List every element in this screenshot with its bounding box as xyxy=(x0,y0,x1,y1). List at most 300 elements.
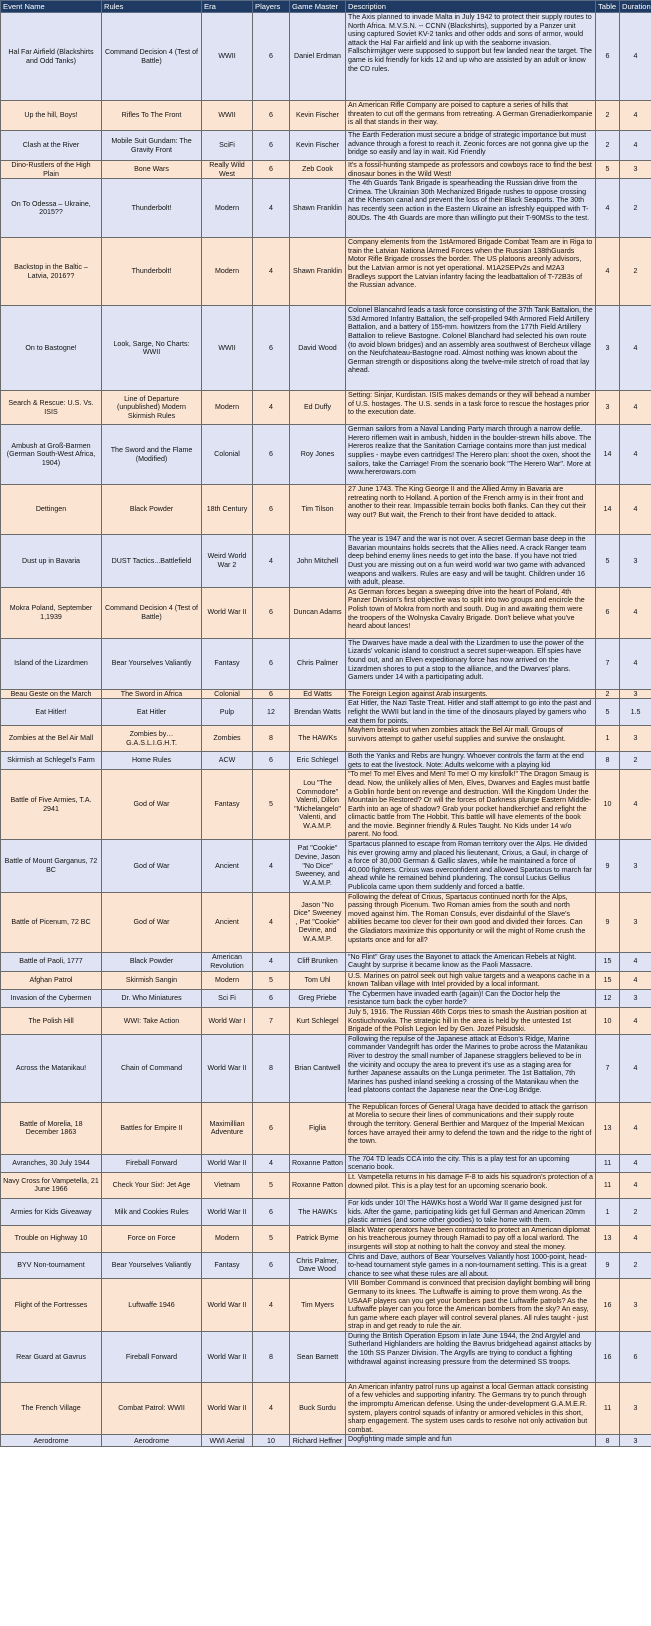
players-cell: 4 xyxy=(253,840,290,893)
table-row xyxy=(1,1225,651,1252)
description-cell: Dogfighting made simple and fun xyxy=(346,1435,596,1447)
table-number-cell: 3 xyxy=(596,306,620,391)
description-cell: An American Rifle Company are poised to capture a series of hills that threaten to cut off the germans from retreating. A German Grenadierkompanie is all that stands in their way. xyxy=(346,101,596,131)
description-cell: Chris and Dave, authors of Bear Yourselves Valiantly host 1000-point, head-to-head tournament style games in a non-tournament setting. This is a great chance to see what these rules are all about. xyxy=(346,1252,596,1279)
era-cell: Sci Fi xyxy=(202,989,253,1007)
col-header-gm: Game Master xyxy=(290,1,346,13)
rules-cell: DUST Tactics...Battlefield xyxy=(102,535,202,588)
rules-cell: Skirmish Sangin xyxy=(102,971,202,989)
table-row xyxy=(1,1382,651,1435)
players-cell: 4 xyxy=(253,952,290,971)
description-cell: German sailors from a Naval Landing Party march through a narrow defile. Herero riflemen wait in ambush, hidden in the boulder-strewn hills above. The Hereros realize that the Sanitation Carriage contains more than just medical supplies - maybe even cartridges! The Herero plan: shoot the oxen, shoot the sailors, take the Carriage! From the scenario book "The Herero War". More at www.hererowars.com xyxy=(346,425,596,485)
duration-cell: 2 xyxy=(620,179,651,238)
era-cell: 18th Century xyxy=(202,485,253,535)
table-number-cell: 3 xyxy=(596,391,620,425)
rules-cell: Milk and Cookies Rules xyxy=(102,1198,202,1225)
duration-cell: 4 xyxy=(620,1102,651,1154)
description-cell: The Republican forces of General Uraga have decided to attack the garrison at Morelia to secure their lines of communications and their supply route through the territory. General Berthier and Marquez of the Imperial Mexican forces have arrayed their army to defend the town and the ridge to the right of the town. xyxy=(346,1102,596,1154)
description-cell: During the British Operation Epsom in late June 1944, the 2nd Argylel and Sutherland Highlanders are holding the Bavrus bridgehead against attacks by the 10th SS Panzer Division. The Argylls are trying to conduct a fighting withdrawal against increasing pressure from the determined SS troops. xyxy=(346,1331,596,1382)
table-number-cell: 16 xyxy=(596,1331,620,1382)
description-cell: "To me! To me! Elves and Men! To me! O my kinsfolk!" The Dragon Smaug is dead. Now, the unlikely allies of Men, Elves, Dwarves and Eagles must battle a Goblin horde bent on revenge and destruction. Will the Kingdom Under the Mountain be Restored? Or will the forces of Darkness plunge Eastern Middle-Earth into an age of shadow? Grab your pocket handkerchief and refight the climactic battle from The Hobbit. This battle will have elements of the book and the movie. Beginner friendly & Rules Taught. No Kids under 14 w/o parent. No food. xyxy=(346,770,596,840)
era-cell: Maximillian Adventure xyxy=(202,1102,253,1154)
table-row xyxy=(1,1034,651,1102)
rules-cell: Home Rules xyxy=(102,752,202,770)
era-cell: World War II xyxy=(202,1382,253,1435)
players-cell: 6 xyxy=(253,161,290,179)
description-cell: As German forces began a sweeping drive into the heart of Poland, 4th Panzer Division's first objective was to split into two groups and encircle the Polish town of Mokra from north and south. Dug in and awaiting them were the troopers of the Wolnyska Cavalry Brigade. Don't believe what you've heard about lances! xyxy=(346,587,596,638)
table-number-cell: 11 xyxy=(596,1172,620,1198)
description-cell: The Cybermen have invaded earth (again)! Can the Doctor help the resistance turn back the cyber horde? xyxy=(346,989,596,1007)
era-cell: American Revolution xyxy=(202,952,253,971)
rules-cell: The Sword in Africa xyxy=(102,689,202,699)
table-number-cell: 13 xyxy=(596,1102,620,1154)
era-cell: Modern xyxy=(202,1225,253,1252)
game-master-cell: Pat "Cookie" Devine, Jason "No Dice" Sweeney, and W.A.M.P. xyxy=(290,840,346,893)
era-cell: Fantasy xyxy=(202,638,253,689)
table-number-cell: 6 xyxy=(596,587,620,638)
era-cell: Ancient xyxy=(202,892,253,952)
duration-cell: 4 xyxy=(620,391,651,425)
duration-cell: 2 xyxy=(620,752,651,770)
table-number-cell: 9 xyxy=(596,1252,620,1279)
players-cell: 10 xyxy=(253,1435,290,1447)
game-master-cell: Kevin Fischer xyxy=(290,101,346,131)
duration-cell: 4 xyxy=(620,306,651,391)
era-cell: Vietnam xyxy=(202,1172,253,1198)
duration-cell: 4 xyxy=(620,1172,651,1198)
duration-cell: 4 xyxy=(620,1225,651,1252)
event-name-cell: Across the Matanikau! xyxy=(1,1034,102,1102)
table-number-cell: 1 xyxy=(596,726,620,752)
event-name-cell: Battle of Five Armies, T.A. 2941 xyxy=(1,770,102,840)
event-name-cell: Navy Cross for Vampetella, 21 June 1966 xyxy=(1,1172,102,1198)
duration-cell: 4 xyxy=(620,101,651,131)
table-number-cell: 7 xyxy=(596,638,620,689)
description-cell: VIII Bomber Command is convinced that precision daylight bombing will bring Germany to its knees. The Luftwaffe is aiming to prove them wrong. As the USAAF players can you get your bombers past the Luftwaffe patrols? As the Luftwaffe player can you force the American bombers from the sky? An easy, fun game where each player will control several planes. All rules taught - just strap in and get ready to rule the air. xyxy=(346,1279,596,1332)
players-cell: 6 xyxy=(253,689,290,699)
rules-cell: Bone Wars xyxy=(102,161,202,179)
table-number-cell: 8 xyxy=(596,752,620,770)
rules-cell: God of War xyxy=(102,770,202,840)
game-master-cell: Ed Duffy xyxy=(290,391,346,425)
game-master-cell: Jason "No Dice" Sweeney , Pat "Cookie" Devine, and W.A.M.P. xyxy=(290,892,346,952)
game-master-cell: Kurt Schlegel xyxy=(290,1008,346,1035)
rules-cell: Zombies by… G.A.S.L.I.G.H.T. xyxy=(102,726,202,752)
description-cell: "No Flint" Gray uses the Bayonet to attack the American Rebels at Night. Caught by surprise it became know as the Paoli Massacre. xyxy=(346,952,596,971)
game-master-cell: Lou "The Commodore" Valenti, Dillon "Michelangelo" Valenti, and W.A.M.P. xyxy=(290,770,346,840)
rules-cell: Aerodrome xyxy=(102,1435,202,1447)
event-name-cell: Dino-Rustlers of the High Plain xyxy=(1,161,102,179)
game-master-cell: Chris Palmer xyxy=(290,638,346,689)
description-cell: 27 June 1743. The King George II and the Allied Army in Bavaria are retreating north to Holland. A portion of the French army is in their front and another to their rear. Impassible terrain bocks both flanks. Can they cut their way out? But wait, the French to their front have decided to attack. xyxy=(346,485,596,535)
description-cell: July 5, 1916. The Russian 46th Corps tries to smash the Austrian position at Kostiuchnowka. The strategic hill in the area is held by the untested 1st Brigade of the Polish Legion led by Gen. Jozef Pilsudski. xyxy=(346,1008,596,1035)
game-master-cell: Tom Uhl xyxy=(290,971,346,989)
table-number-cell: 16 xyxy=(596,1279,620,1332)
players-cell: 4 xyxy=(253,1279,290,1332)
era-cell: Modern xyxy=(202,179,253,238)
duration-cell: 3 xyxy=(620,1382,651,1435)
game-master-cell: Tim Tilson xyxy=(290,485,346,535)
game-master-cell: Patrick Byrne xyxy=(290,1225,346,1252)
players-cell: 6 xyxy=(253,1198,290,1225)
game-master-cell: Greg Priebe xyxy=(290,989,346,1007)
game-master-cell: Ed Watts xyxy=(290,689,346,699)
table-row xyxy=(1,306,651,391)
duration-cell: 3 xyxy=(620,989,651,1007)
table-row xyxy=(1,535,651,588)
event-name-cell: Battle of Paoli, 1777 xyxy=(1,952,102,971)
duration-cell: 3 xyxy=(620,892,651,952)
duration-cell: 4 xyxy=(620,1154,651,1172)
table-number-cell: 9 xyxy=(596,892,620,952)
table-number-cell: 14 xyxy=(596,425,620,485)
rules-cell: Black Powder xyxy=(102,952,202,971)
header-row xyxy=(1,1,651,13)
players-cell: 6 xyxy=(253,1252,290,1279)
table-number-cell: 2 xyxy=(596,689,620,699)
duration-cell: 4 xyxy=(620,770,651,840)
table-row xyxy=(1,1331,651,1382)
event-name-cell: Beau Geste on the March xyxy=(1,689,102,699)
rules-cell: Line of Departure (unpublished) Modern Skirmish Rules xyxy=(102,391,202,425)
description-cell: U.S. Marines on patrol seek out high value targets and a weapons cache in a known Taliban village with Intel provided by a local informant. xyxy=(346,971,596,989)
table-row xyxy=(1,638,651,689)
rules-cell: Mobile Suit Gundam: The Gravity Front xyxy=(102,131,202,161)
rules-cell: Dr. Who Miniatures xyxy=(102,989,202,1007)
table-row xyxy=(1,179,651,238)
era-cell: Fantasy xyxy=(202,770,253,840)
rules-cell: Eat Hitler xyxy=(102,699,202,726)
duration-cell: 3 xyxy=(620,161,651,179)
rules-cell: Battles for Empire II xyxy=(102,1102,202,1154)
table-row xyxy=(1,1008,651,1035)
game-master-cell: Brian Cantwell xyxy=(290,1034,346,1102)
rules-cell: Luftwaffe 1946 xyxy=(102,1279,202,1332)
duration-cell: 4 xyxy=(620,13,651,101)
players-cell: 5 xyxy=(253,1225,290,1252)
table-row xyxy=(1,1154,651,1172)
description-cell: Setting: Sinjar, Kurdistan. ISIS makes demands or they will behead a number of U.S. hostages. The U.S. sends in a task force to rescue the hostages prior to the execution date. xyxy=(346,391,596,425)
event-name-cell: Battle of Picenum, 72 BC xyxy=(1,892,102,952)
era-cell: Ancient xyxy=(202,840,253,893)
players-cell: 6 xyxy=(253,587,290,638)
duration-cell: 4 xyxy=(620,425,651,485)
players-cell: 6 xyxy=(253,1102,290,1154)
rules-cell: The Sword and the Flame (Modified) xyxy=(102,425,202,485)
players-cell: 4 xyxy=(253,1154,290,1172)
table-row xyxy=(1,726,651,752)
duration-cell: 4 xyxy=(620,638,651,689)
duration-cell: 3 xyxy=(620,535,651,588)
game-master-cell: Zeb Cook xyxy=(290,161,346,179)
duration-cell: 3 xyxy=(620,840,651,893)
game-master-cell: Shawn Franklin xyxy=(290,179,346,238)
table-row xyxy=(1,587,651,638)
duration-cell: 3 xyxy=(620,689,651,699)
duration-cell: 3 xyxy=(620,726,651,752)
players-cell: 6 xyxy=(253,752,290,770)
era-cell: Modern xyxy=(202,391,253,425)
game-master-cell: Brendan Watts xyxy=(290,699,346,726)
table-row xyxy=(1,425,651,485)
event-name-cell: Hal Far Airfield (Blackshirts and Odd Tanks) xyxy=(1,13,102,101)
col-header-event: Event Name xyxy=(1,1,102,13)
rules-cell: Bear Yourselves Valiantly xyxy=(102,1252,202,1279)
event-name-cell: Up the hill, Boys! xyxy=(1,101,102,131)
table-row xyxy=(1,989,651,1007)
players-cell: 4 xyxy=(253,892,290,952)
event-name-cell: Rear Guard at Gavrus xyxy=(1,1331,102,1382)
table-number-cell: 5 xyxy=(596,699,620,726)
era-cell: World War II xyxy=(202,1034,253,1102)
col-header-description: Description xyxy=(346,1,596,13)
event-name-cell: Skirmish at Schlegel's Farm xyxy=(1,752,102,770)
duration-cell: 4 xyxy=(620,587,651,638)
table-number-cell: 4 xyxy=(596,179,620,238)
game-master-cell: Roy Jones xyxy=(290,425,346,485)
players-cell: 8 xyxy=(253,1331,290,1382)
description-cell: The Foreign Legion against Arab insurgents. xyxy=(346,689,596,699)
table-row xyxy=(1,770,651,840)
event-name-cell: Battle of Morelia, 18 December 1863 xyxy=(1,1102,102,1154)
table-row xyxy=(1,161,651,179)
description-cell: Company elements from the 1stArmored Brigade Combat Team are in Riga to train the Latvian Nationa lArmed Forces when the Russian 138thGuards Motor Rifle Brigade crosses the border. The US platoons areonly advisors, but the Latvian armor is not yet operational. M1A2SEPv2s and M2A3 Bradleys support the Latvian infantry facing the leadbattalion of T-72B3s of the Russian advance. xyxy=(346,238,596,306)
description-cell: The 704 TD leads CCA into the city. This is a play test for an upcoming scenario book. xyxy=(346,1154,596,1172)
description-cell: For kids under 10! The HAWKs host a World War II game designed just for kids. After the game, participating kids get full German and American 20mm plastic armies (and some other goodies) to take home with them. xyxy=(346,1198,596,1225)
duration-cell: 4 xyxy=(620,1034,651,1102)
event-name-cell: On to Bastogne! xyxy=(1,306,102,391)
table-row xyxy=(1,391,651,425)
table-number-cell: 11 xyxy=(596,1154,620,1172)
duration-cell: 2 xyxy=(620,1198,651,1225)
era-cell: Modern xyxy=(202,238,253,306)
table-number-cell: 15 xyxy=(596,952,620,971)
event-name-cell: Dettingen xyxy=(1,485,102,535)
description-cell: The year is 1947 and the war is not over. A secret German base deep in the Bavarian mountains holds secrets that the Allies need. A crack Ranger team deep behind enemy lines needs to get into the base. If you have not tried Dust you are missing out on a fun weird world war two game with advanced weapons and walkers. Rules are easy and will be taught. Children under 16 with adult, please. xyxy=(346,535,596,588)
era-cell: SciFi xyxy=(202,131,253,161)
players-cell: 5 xyxy=(253,1172,290,1198)
description-cell: Spartacus planned to escape from Roman territory over the Alps. He divided his ever growing army and placed his lieutenant, Crixus, a Gaul, in charge of a force of 30,000 German & Gallic slaves, while he maintained a force of 40,000 fighters. Crixus was overconfident and allowed Spartacus to march far ahead while he remained behind plundering. The consul Lucius Gellius Publicola came upon them suddenly and forced a battle. xyxy=(346,840,596,893)
table-number-cell: 15 xyxy=(596,971,620,989)
rules-cell: Look, Sarge, No Charts: WWII xyxy=(102,306,202,391)
players-cell: 6 xyxy=(253,485,290,535)
game-master-cell: Cliff Brunken xyxy=(290,952,346,971)
players-cell: 5 xyxy=(253,770,290,840)
era-cell: Really Wild West xyxy=(202,161,253,179)
event-name-cell: Island of the Lizardmen xyxy=(1,638,102,689)
game-master-cell: Daniel Erdman xyxy=(290,13,346,101)
description-cell: Lt. Vampetella returns in his damage F-8 to aids his squadron's protection of a downed pilot. This is a play test for an upcoming scenario book. xyxy=(346,1172,596,1198)
era-cell: WWII xyxy=(202,13,253,101)
table-number-cell: 10 xyxy=(596,770,620,840)
rules-cell: God of War xyxy=(102,840,202,893)
rules-cell: Force on Force xyxy=(102,1225,202,1252)
event-name-cell: Flight of the Fortresses xyxy=(1,1279,102,1332)
game-master-cell: David Wood xyxy=(290,306,346,391)
era-cell: Pulp xyxy=(202,699,253,726)
players-cell: 6 xyxy=(253,13,290,101)
event-name-cell: Aerodrome xyxy=(1,1435,102,1447)
table-number-cell: 10 xyxy=(596,1008,620,1035)
game-master-cell: Roxanne Patton xyxy=(290,1154,346,1172)
event-name-cell: Clash at the River xyxy=(1,131,102,161)
event-name-cell: BYV Non-tournament xyxy=(1,1252,102,1279)
game-master-cell: John Mitchell xyxy=(290,535,346,588)
event-name-cell: Avranches, 30 July 1944 xyxy=(1,1154,102,1172)
game-master-cell: Sean Barnett xyxy=(290,1331,346,1382)
duration-cell: 4 xyxy=(620,952,651,971)
rules-cell: Command Decision 4 (Test of Battle) xyxy=(102,13,202,101)
table-row xyxy=(1,101,651,131)
event-name-cell: The French Village xyxy=(1,1382,102,1435)
table-number-cell: 6 xyxy=(596,13,620,101)
players-cell: 6 xyxy=(253,101,290,131)
duration-cell: 1.5 xyxy=(620,699,651,726)
event-name-cell: The Polish Hill xyxy=(1,1008,102,1035)
era-cell: World War II xyxy=(202,1279,253,1332)
event-name-cell: Afghan Patrol xyxy=(1,971,102,989)
rules-cell: Combat Patrol: WWII xyxy=(102,1382,202,1435)
game-master-cell: Richard Heffner xyxy=(290,1435,346,1447)
table-row xyxy=(1,1435,651,1447)
duration-cell: 2 xyxy=(620,1252,651,1279)
table-row xyxy=(1,1102,651,1154)
era-cell: Colonial xyxy=(202,425,253,485)
game-master-cell: Buck Surdu xyxy=(290,1382,346,1435)
duration-cell: 4 xyxy=(620,131,651,161)
players-cell: 4 xyxy=(253,179,290,238)
event-name-cell: Zombies at the Bel Air Mall xyxy=(1,726,102,752)
era-cell: World War II xyxy=(202,1198,253,1225)
description-cell: Following the defeat of Crixus, Spartacus continued north for the Alps, passing through Picenum. Two Roman amies from the south and north moved against him. The Roman Consuls, ever disdainful of the Slave's abilities became too clever for their own good and divided their forces. Can the Gladiators maximize this opportunity or will the might of Rome crush the upstarts once and for all? xyxy=(346,892,596,952)
description-cell: The 4th Guards Tank Brigade is spearheading the Russian drive from the Crimea. The Ukrainian 30th Mechanized Brigade rushes to oppose crossing at the Kherson canal and prevent the loss of their Black Seaports. The 30th has recently seen action in the Eastern Ukraine an isfreshly equipped with T-80UDs. The 4th Guards are more than willingto put their T-90MSs to the test. xyxy=(346,179,596,238)
table-row xyxy=(1,1279,651,1332)
table-number-cell: 8 xyxy=(596,1435,620,1447)
game-master-cell: Chris Palmer, Dave Wood xyxy=(290,1252,346,1279)
table-number-cell: 11 xyxy=(596,1382,620,1435)
players-cell: 6 xyxy=(253,306,290,391)
event-name-cell: Armies for Kids Giveaway xyxy=(1,1198,102,1225)
col-header-table: Table xyxy=(596,1,620,13)
game-master-cell: The HAWKs xyxy=(290,726,346,752)
era-cell: Colonial xyxy=(202,689,253,699)
era-cell: ACW xyxy=(202,752,253,770)
table-row xyxy=(1,752,651,770)
duration-cell: 4 xyxy=(620,485,651,535)
players-cell: 6 xyxy=(253,131,290,161)
rules-cell: Bear Yourselves Valiantly xyxy=(102,638,202,689)
rules-cell: Fireball Forward xyxy=(102,1154,202,1172)
table-row xyxy=(1,971,651,989)
table-row xyxy=(1,131,651,161)
rules-cell: Fireball Forward xyxy=(102,1331,202,1382)
event-name-cell: Eat Hitler! xyxy=(1,699,102,726)
table-number-cell: 1 xyxy=(596,1198,620,1225)
rules-cell: Command Decision 4 (Test of Battle) xyxy=(102,587,202,638)
col-header-duration: Duration xyxy=(620,1,651,13)
game-master-cell: Eric Schlegel xyxy=(290,752,346,770)
event-name-cell: On To Odessa – Ukraine, 2015?? xyxy=(1,179,102,238)
description-cell: Black Water operators have been contracted to protect an American diplomat on his treacherous journey through Ramadi to pay off a local warlord. The insurgents will stop at nothing to halt the convoy and steal the money. xyxy=(346,1225,596,1252)
era-cell: WWII xyxy=(202,306,253,391)
rules-cell: Thunderbolt! xyxy=(102,179,202,238)
table-row xyxy=(1,1172,651,1198)
era-cell: World War II xyxy=(202,587,253,638)
rules-cell: Black Powder xyxy=(102,485,202,535)
table-row xyxy=(1,238,651,306)
table-row xyxy=(1,840,651,893)
players-cell: 6 xyxy=(253,638,290,689)
rules-cell: God of War xyxy=(102,892,202,952)
game-master-cell: Tim Myers xyxy=(290,1279,346,1332)
event-name-cell: Search & Rescue: U.S. Vs. ISIS xyxy=(1,391,102,425)
era-cell: World War I xyxy=(202,1008,253,1035)
table-number-cell: 14 xyxy=(596,485,620,535)
description-cell: The Axis planned to invade Malta in July 1942 to protect their supply routes to North Africa. M.V.S.N. -- CCNN (Blackshirts), supported by a Panzer unit using captured Soviet KV-2 tanks and other odds and sons of armor, would attack the Hal Far airfield and link up with the seaborne invasion. Fallschirmjäger were supposed to support but few landed near the target. The game is kid friendly for kids 12 and up who are assisted by an adult or know the CD rules. xyxy=(346,13,596,101)
players-cell: 8 xyxy=(253,1034,290,1102)
table-number-cell: 13 xyxy=(596,1225,620,1252)
description-cell: Colonel Blancahrd leads a task force consisting of the 37th Tank Battalion, the 53d Armored Infantry Battalion, the self-propelled 94th Armored Field Artillery Battalion, and a battery of 155-mm. howitzers from the 177th Field Artillery Battalion to relieve Bastogne. Colonel Blanchard had selected his own route (to avoid blown bridges) and an assembly area southwest of Bercheux village on the Neufchateau-Bastogne road. Almost nothing was known about the German strength or dispositions along the twelve-mile stretch of road that lay ahead. xyxy=(346,306,596,391)
players-cell: 4 xyxy=(253,391,290,425)
players-cell: 5 xyxy=(253,971,290,989)
era-cell: Zombies xyxy=(202,726,253,752)
col-header-players: Players xyxy=(253,1,290,13)
table-number-cell: 2 xyxy=(596,101,620,131)
table-number-cell: 2 xyxy=(596,131,620,161)
table-row xyxy=(1,952,651,971)
table-number-cell: 9 xyxy=(596,840,620,893)
players-cell: 6 xyxy=(253,989,290,1007)
table-row xyxy=(1,13,651,101)
table-number-cell: 7 xyxy=(596,1034,620,1102)
duration-cell: 4 xyxy=(620,971,651,989)
table-number-cell: 4 xyxy=(596,238,620,306)
duration-cell: 4 xyxy=(620,1008,651,1035)
players-cell: 8 xyxy=(253,726,290,752)
game-master-cell: Figlia xyxy=(290,1102,346,1154)
description-cell: The Dwarves have made a deal with the Lizardmen to use the power of the Lizards' volcanic island to construct a secret super-weapon. Elf spies have found out, and an Elven expeditionary force has now arrived on the Lizardmen shores to put a stop to the alliance, and the Dwarves' plans. Gamers under 14 with a participating adult. xyxy=(346,638,596,689)
description-cell: Following the repulse of the Japanese attack at Edson's Ridge, Marine commander Vandegrift has order the Marines to probe across the Matanikau River to destroy the small number of Japanese stragglers believed to be in the vicinity and occupy the area to prevent it's use as a staging area for further Japanese assaults on the Lunga perimeter. The 1st Battalion, 7th Marines has pushed inland seeking a crossing of the Matanikau when the lead platoons contact the Japanese near the One-Log Bridge. xyxy=(346,1034,596,1102)
players-cell: 12 xyxy=(253,699,290,726)
players-cell: 6 xyxy=(253,425,290,485)
description-cell: It's a fossil-hunting stampede as professors and cowboys race to find the best dinosaur bones in the Wild West! xyxy=(346,161,596,179)
game-master-cell: Duncan Adams xyxy=(290,587,346,638)
table-row xyxy=(1,485,651,535)
col-header-era: Era xyxy=(202,1,253,13)
event-name-cell: Backstop in the Baltic – Latvia, 2016?? xyxy=(1,238,102,306)
rules-cell: Check Your Six!: Jet Age xyxy=(102,1172,202,1198)
description-cell: Both the Yanks and Rebs are hungry. Whoever controls the farm at the end gets to eat the livestock. Note: Adults welcome with a playing kid xyxy=(346,752,596,770)
players-cell: 4 xyxy=(253,1382,290,1435)
table-number-cell: 5 xyxy=(596,535,620,588)
era-cell: WWII xyxy=(202,101,253,131)
description-cell: An American infantry patrol runs up against a local German attack consisting of a few vehicles and supporting infantry. The Germans try to punch through the impromptu American defense. Using the under-development G.A.M.E.R. system, players control squads of infantry or armored vehicles in this short, sharp engagement. The system uses cards to resolve not only activation but combat. xyxy=(346,1382,596,1435)
event-name-cell: Ambush at Groß-Barmen (German South-West Africa, 1904) xyxy=(1,425,102,485)
players-cell: 4 xyxy=(253,535,290,588)
table-row xyxy=(1,689,651,699)
table-number-cell: 12 xyxy=(596,989,620,1007)
duration-cell: 6 xyxy=(620,1331,651,1382)
game-master-cell: Kevin Fischer xyxy=(290,131,346,161)
game-master-cell: The HAWKs xyxy=(290,1198,346,1225)
table-row xyxy=(1,1198,651,1225)
duration-cell: 3 xyxy=(620,1279,651,1332)
event-name-cell: Dust up in Bavaria xyxy=(1,535,102,588)
event-name-cell: Battle of Mount Garganus, 72 BC xyxy=(1,840,102,893)
col-header-rules: Rules xyxy=(102,1,202,13)
era-cell: Fantasy xyxy=(202,1252,253,1279)
event-name-cell: Trouble on Highway 10 xyxy=(1,1225,102,1252)
